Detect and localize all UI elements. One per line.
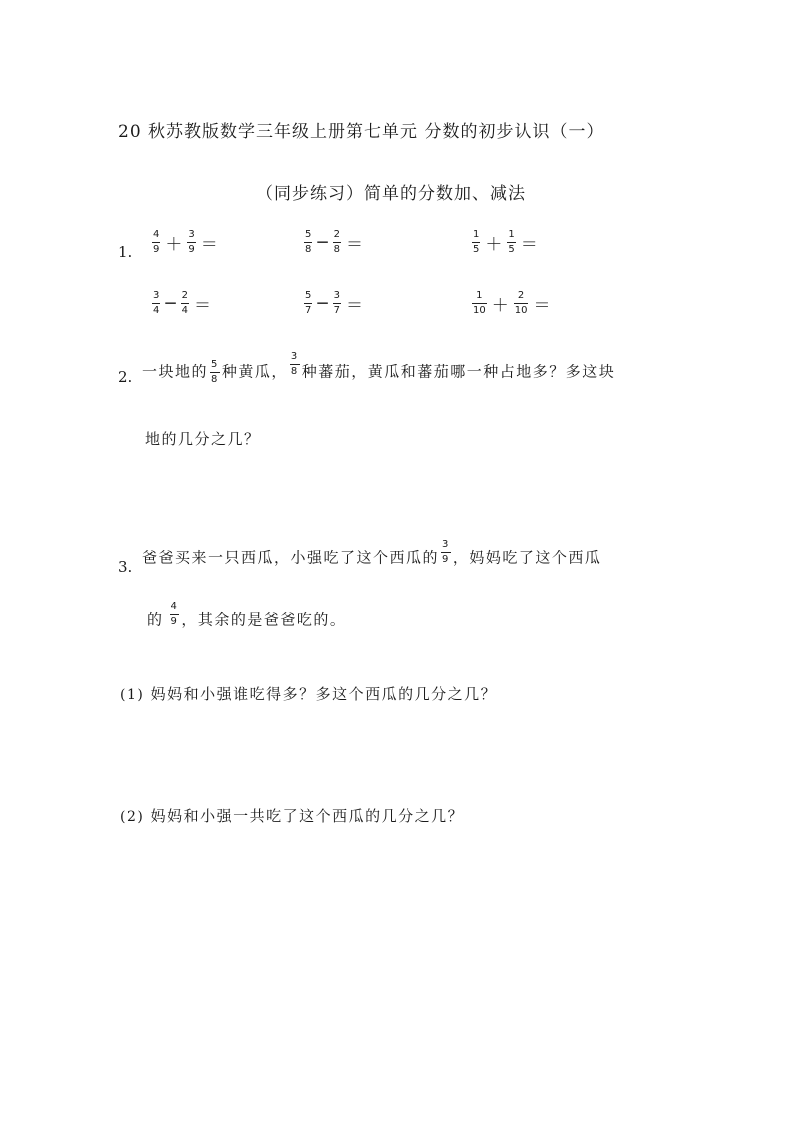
q1-expression <box>470 291 553 316</box>
operator: ＋ <box>491 296 509 316</box>
fraction: $\frac{5}{8}$ <box>211 359 219 385</box>
fraction: $\frac{3}{8}$ <box>290 351 299 377</box>
fraction: $\frac{4}{9}$ <box>153 229 160 255</box>
question-text: 爸爸买来一只西瓜，小强吃了这个西瓜的 <box>142 548 440 567</box>
fraction: $\frac{1}{10}$ <box>473 290 486 316</box>
subquestion-number: (2) <box>120 809 145 825</box>
equals-sign: ＝ <box>346 235 363 255</box>
fraction: $\frac{5}{7}$ <box>305 290 312 316</box>
q1-expression <box>150 230 221 255</box>
fraction: $\frac{3}{7}$ <box>333 290 340 316</box>
operator: ＋ <box>485 235 503 255</box>
fraction: $\frac{1}{5}$ <box>473 229 480 255</box>
fraction: $\frac{2}{4}$ <box>181 290 188 316</box>
question-text: 种黄瓜， <box>221 362 288 381</box>
operator: ─ <box>165 293 176 314</box>
page-title: 20 秋苏教版数学三年级上册第七单元 分数的初步认识（一） <box>118 122 605 142</box>
fraction: $\frac{1}{5}$ <box>508 229 515 255</box>
page-subtitle: （同步练习）简单的分数加、减法 <box>256 184 526 204</box>
question-1-number: 1. <box>118 243 133 261</box>
equals-sign: ＝ <box>194 296 211 316</box>
subquestion-text: 妈妈和小强一共吃了这个西瓜的几分之几？ <box>150 807 465 825</box>
equals-sign: ＝ <box>346 296 363 316</box>
question-2-line1 <box>142 351 616 385</box>
subquestion-text: 妈妈和小强谁吃得多？多这个西瓜的几分之几？ <box>150 685 498 703</box>
question-text: 种蕃茄，黄瓜和蕃茄哪一种占地多？多这块 <box>301 362 616 381</box>
fraction: $\frac{2}{10}$ <box>514 290 528 316</box>
question-text: ，妈妈吃了这个西瓜 <box>452 548 602 567</box>
subquestion-2 <box>120 805 464 826</box>
question-3-line2 <box>147 601 347 633</box>
fraction: $\frac{3}{9}$ <box>188 229 195 255</box>
operator: ─ <box>317 293 328 314</box>
equals-sign: ＝ <box>200 235 218 255</box>
question-3-line1 <box>142 539 602 571</box>
question-3-number: 3. <box>118 558 133 576</box>
q1-expression <box>150 291 214 316</box>
q1-expression <box>302 291 366 316</box>
fraction: $\frac{3}{9}$ <box>442 539 450 565</box>
operator: ─ <box>317 232 328 253</box>
fraction: $\frac{3}{4}$ <box>153 290 160 316</box>
fraction: $\frac{4}{9}$ <box>170 601 179 627</box>
equals-sign: ＝ <box>520 235 538 255</box>
question-2-line2: 地的几分之几？ <box>145 430 261 448</box>
equals-sign: ＝ <box>533 296 551 316</box>
fraction: $\frac{2}{8}$ <box>333 229 340 255</box>
question-text: 的 <box>147 610 164 629</box>
subquestion-number: (1) <box>120 687 145 703</box>
question-text: ，其余的是爸爸吃的。 <box>181 610 347 629</box>
q1-expression <box>302 230 366 255</box>
subquestion-1 <box>120 683 497 704</box>
fraction: $\frac{5}{8}$ <box>305 229 312 255</box>
operator: ＋ <box>165 235 183 255</box>
question-text: 一块地的 <box>142 362 209 381</box>
q1-expression <box>470 230 541 255</box>
question-2-number: 2. <box>118 368 133 386</box>
